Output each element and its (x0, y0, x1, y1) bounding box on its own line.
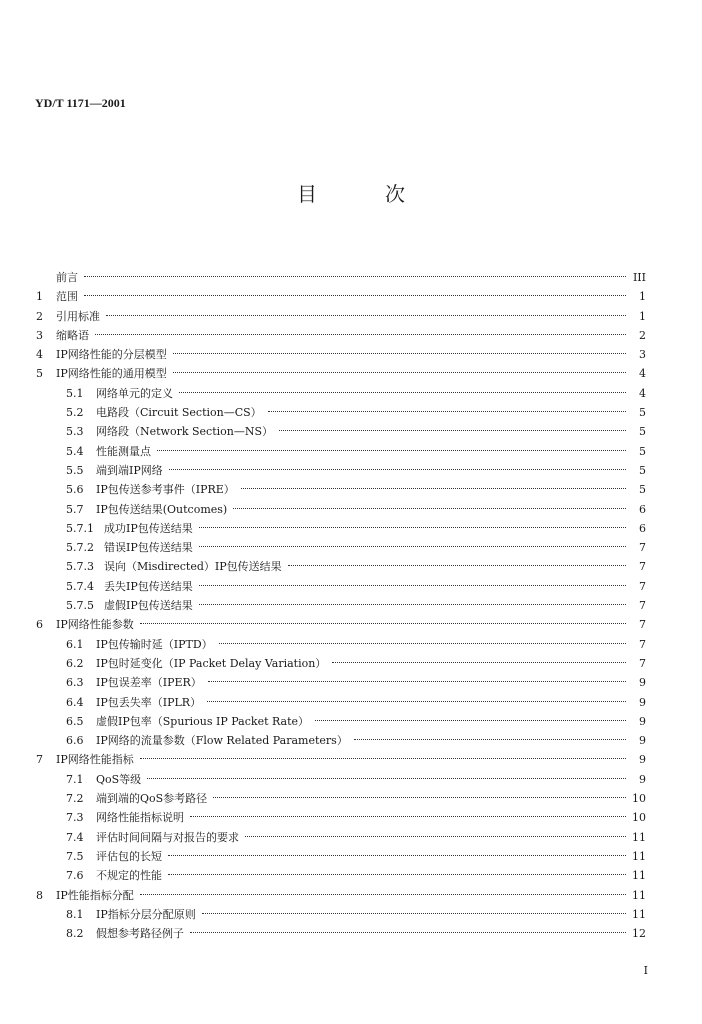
toc-entry-page: 7 (639, 541, 646, 555)
toc-entry-number: 5.7.5 (66, 599, 94, 613)
toc-entry-number: 5.5 (66, 463, 84, 477)
toc-entry-number: 8.2 (66, 927, 84, 941)
toc-entry-label: 范围 (56, 290, 78, 304)
toc-entry[interactable] (36, 828, 646, 847)
dot-leader (199, 604, 626, 605)
toc-entry[interactable] (36, 480, 646, 499)
toc-entry-label: 端到端IP网络 (96, 463, 163, 477)
toc-entry-page: 1 (639, 309, 646, 323)
toc-entry-number: 5.2 (66, 406, 84, 420)
dot-leader (245, 836, 626, 837)
toc-entry[interactable] (36, 268, 646, 287)
toc-entry[interactable] (36, 384, 646, 403)
toc-entry[interactable] (36, 847, 646, 866)
dot-leader (199, 527, 626, 528)
toc-entry[interactable] (36, 808, 646, 827)
dot-leader (190, 932, 626, 933)
toc-entry-number: 1 (36, 290, 43, 304)
toc-entry-page: 7 (639, 637, 646, 651)
toc-entry[interactable] (36, 403, 646, 422)
toc-entry-number: 5.7.2 (66, 541, 94, 555)
dot-leader (173, 372, 626, 373)
toc-entry[interactable] (36, 538, 646, 557)
toc-entry-page: 12 (632, 927, 646, 941)
dot-leader (84, 295, 626, 296)
dot-leader (268, 411, 626, 412)
toc-entry-label: IP指标分层分配原则 (96, 907, 196, 921)
toc-entry[interactable] (36, 673, 646, 692)
toc-entry-number: 8 (36, 888, 43, 902)
toc-entry-page: 11 (632, 849, 646, 863)
toc-entry-page: 11 (632, 869, 646, 883)
toc-entry-page: 9 (639, 695, 646, 709)
toc-entry-page: 7 (639, 560, 646, 574)
toc-entry-number: 6.6 (66, 734, 84, 748)
toc-entry-page: 9 (639, 753, 646, 767)
toc-entry-page: 4 (639, 386, 646, 400)
toc-entry-page: 5 (639, 425, 646, 439)
dot-leader (140, 758, 626, 759)
toc-entry[interactable] (36, 615, 646, 634)
dot-leader (168, 874, 626, 875)
toc-entry-number: 7.1 (66, 772, 84, 786)
toc-entry-label: IP包丢失率（IPLR） (96, 695, 202, 709)
toc-entry[interactable] (36, 905, 646, 924)
toc-entry-number: 7.5 (66, 849, 84, 863)
toc-entry-label: IP网络性能的通用模型 (56, 367, 167, 381)
toc-entry-label: IP包传送参考事件（IPRE） (96, 483, 235, 497)
toc-entry[interactable] (36, 519, 646, 538)
toc-entry-label: 评估包的长短 (96, 849, 162, 863)
toc-entry-page: 5 (639, 483, 646, 497)
toc-entry[interactable] (36, 731, 646, 750)
dot-leader (95, 334, 626, 335)
toc-entry-number: 5.7.3 (66, 560, 94, 574)
toc-entry-number: 6 (36, 618, 43, 632)
toc-entry-number: 6.4 (66, 695, 84, 709)
dot-leader (169, 469, 626, 470)
toc-entry[interactable] (36, 307, 646, 326)
toc-entry-page: 10 (632, 811, 646, 825)
toc-entry-page: 7 (639, 656, 646, 670)
dot-leader (288, 565, 626, 566)
toc-entry[interactable] (36, 693, 646, 712)
toc-entry-label: 不规定的性能 (96, 869, 162, 883)
dot-leader (157, 450, 626, 451)
toc-entry-page: 11 (632, 830, 646, 844)
dot-leader (219, 643, 626, 644)
dot-leader (147, 778, 626, 779)
dot-leader (190, 816, 626, 817)
toc-entry-page: 9 (639, 676, 646, 690)
toc-entry[interactable] (36, 712, 646, 731)
toc-entry-number: 5 (36, 367, 43, 381)
toc-entry-number: 6.5 (66, 714, 84, 728)
toc-entry[interactable] (36, 442, 646, 461)
toc-entry-label: IP包时延变化（IP Packet Delay Variation） (96, 656, 327, 670)
toc-entry-number: 7.2 (66, 792, 84, 806)
dot-leader (199, 585, 626, 586)
toc-entry-page: 9 (639, 772, 646, 786)
toc-entry-label: 评估时间间隔与对报告的要求 (96, 830, 239, 844)
toc-entry-page: 11 (632, 888, 646, 902)
toc-entry[interactable] (36, 422, 646, 441)
dot-leader (207, 701, 626, 702)
toc-entry[interactable] (36, 364, 646, 383)
toc-entry-number: 5.6 (66, 483, 84, 497)
toc-entry-label: IP包误差率（IPER） (96, 676, 202, 690)
toc-entry-number: 7.6 (66, 869, 84, 883)
dot-leader (173, 353, 626, 354)
toc-entry-label: 前言 (56, 271, 78, 284)
toc-entry-number: 7.4 (66, 830, 84, 844)
dot-leader (199, 546, 626, 547)
toc-entry[interactable] (36, 500, 646, 519)
toc-entry[interactable] (36, 461, 646, 480)
dot-leader (140, 623, 626, 624)
dot-leader (140, 894, 626, 895)
toc-entry-page: 5 (639, 444, 646, 458)
dot-leader (213, 797, 626, 798)
toc-entry[interactable] (36, 924, 646, 943)
toc-entry[interactable] (36, 287, 646, 306)
toc-entry-page: 1 (639, 290, 646, 304)
toc-entry-number: 5.3 (66, 425, 84, 439)
toc-entry-label: IP网络性能参数 (56, 618, 134, 632)
dot-leader (315, 720, 626, 721)
toc-entry-page: 5 (639, 463, 646, 477)
toc-entry-number: 7 (36, 753, 43, 767)
toc-entry-number: 2 (36, 309, 43, 323)
toc-entry[interactable] (36, 886, 646, 905)
toc-entry-number: 5.7 (66, 502, 84, 516)
toc-entry-label: 端到端的QoS参考路径 (96, 792, 208, 806)
toc-entry-page: 9 (639, 714, 646, 728)
toc-entry-label: 丢失IP包传送结果 (104, 579, 193, 593)
dot-leader (332, 662, 626, 663)
toc-entry[interactable] (36, 654, 646, 673)
toc-entry-label: 性能测量点 (96, 444, 151, 458)
toc-entry-label: 假想参考路径例子 (96, 927, 184, 941)
toc-entry-page: 7 (639, 618, 646, 632)
toc-entry-number: 6.3 (66, 676, 84, 690)
toc-entry[interactable] (36, 557, 646, 576)
toc-entry[interactable] (36, 750, 646, 769)
toc-entry[interactable] (36, 345, 646, 364)
dot-leader (241, 488, 626, 489)
toc-entry-label: IP网络的流量参数（Flow Related Parameters） (96, 734, 348, 748)
title-char-2: 次 (385, 182, 405, 206)
toc-entry-page: 11 (632, 907, 646, 921)
dot-leader (279, 430, 626, 431)
toc-entry-page: 10 (632, 792, 646, 806)
toc-entry-number: 5.1 (66, 386, 84, 400)
toc-entry-label: IP包传送结果(Outcomes) (96, 502, 228, 516)
toc-entry-label: 缩略语 (56, 328, 89, 342)
dot-leader (106, 315, 626, 316)
toc-entry[interactable] (36, 789, 646, 808)
dot-leader (84, 276, 626, 277)
toc-entry-number: 6.2 (66, 656, 84, 670)
toc-entry-label: IP网络性能的分层模型 (56, 348, 167, 362)
toc-entry-page: 5 (639, 406, 646, 420)
page-folio: I (643, 964, 648, 977)
toc-entry-page: 6 (639, 502, 646, 516)
dot-leader (233, 508, 626, 509)
toc-entry-page: 4 (639, 367, 646, 381)
dot-leader (202, 913, 626, 914)
toc-entry-number: 8.1 (66, 907, 84, 921)
toc-entry-page: 3 (639, 348, 646, 362)
toc-entry-number: 5.7.4 (66, 579, 94, 593)
toc-entry-number: 7.3 (66, 811, 84, 825)
toc-entry-number: 3 (36, 328, 43, 342)
toc-entry-label: 引用标准 (56, 309, 100, 323)
title-char-1: 目 (297, 182, 317, 206)
toc-entry-label: 虚假IP包传送结果 (104, 599, 193, 613)
toc-entry-label: 误向（Misdirected）IP包传送结果 (104, 560, 282, 574)
toc-entry-label: 网络性能指标说明 (96, 811, 184, 825)
dot-leader (354, 739, 626, 740)
toc-entry-page: 9 (639, 734, 646, 748)
toc-entry[interactable] (36, 770, 646, 789)
standard-code: YD/T 1171—2001 (35, 96, 126, 110)
toc-entry-label: IP包传输时延（IPTD） (96, 637, 213, 651)
toc-entry-number: 4 (36, 348, 43, 362)
toc-entry[interactable] (36, 577, 646, 596)
toc-entry-page: III (632, 271, 646, 284)
dot-leader (179, 392, 626, 393)
toc-entry-number: 5.4 (66, 444, 84, 458)
toc-entry-label: 虚假IP包率（Spurious IP Packet Rate） (96, 714, 310, 728)
toc-entry-page: 6 (639, 521, 646, 535)
toc-entry-page: 7 (639, 599, 646, 613)
toc-entry-label: 电路段（Circuit Section—CS） (96, 406, 262, 420)
dot-leader (208, 681, 626, 682)
table-of-contents (36, 268, 646, 943)
toc-entry[interactable] (36, 596, 646, 615)
toc-entry-page: 2 (639, 328, 646, 342)
toc-entry-page: 7 (639, 579, 646, 593)
toc-entry-label: 错误IP包传送结果 (104, 541, 193, 555)
toc-entry-label: QoS等级 (96, 772, 142, 786)
toc-entry-label: IP性能指标分配 (56, 888, 134, 902)
toc-entry-label: 成功IP包传送结果 (104, 521, 193, 535)
toc-entry-label: 网络单元的定义 (96, 386, 173, 400)
toc-entry-label: IP网络性能指标 (56, 753, 134, 767)
toc-entry[interactable] (36, 326, 646, 345)
toc-entry-label: 网络段（Network Section—NS） (96, 425, 274, 439)
dot-leader (168, 855, 626, 856)
toc-entry[interactable] (36, 866, 646, 885)
page-title (0, 178, 702, 207)
toc-entry-number: 5.7.1 (66, 521, 94, 535)
toc-entry[interactable] (36, 635, 646, 654)
toc-entry-number: 6.1 (66, 637, 84, 651)
